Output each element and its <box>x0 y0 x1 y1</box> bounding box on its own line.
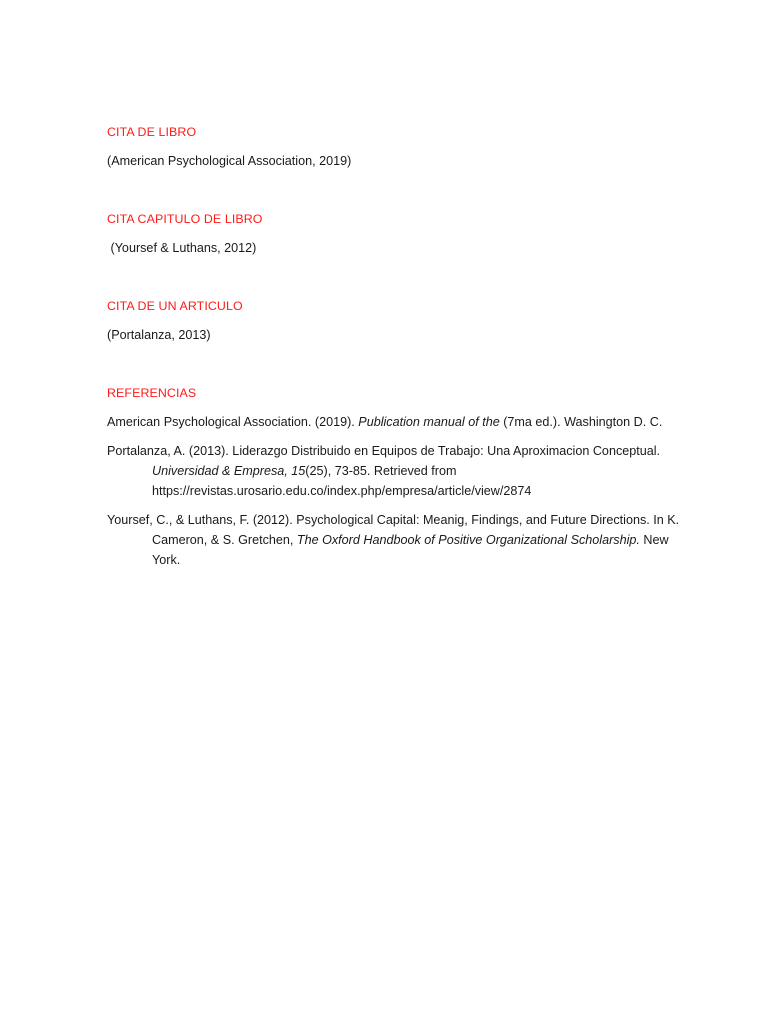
citation-book-chapter: (Yoursef & Luthans, 2012) <box>107 241 257 255</box>
reference-title-italic: Publication manual of the <box>358 415 500 429</box>
reference-text: American Psychological Association. (2019). <box>107 415 359 429</box>
reference-text: Portalanza, A. (2013). Liderazgo Distribuido en Equipos de Trabajo: Una Aproximacion Conceptual. <box>107 444 661 458</box>
reference-text: (25), 73-85. Retrieved from https://revistas.urosario.edu.co/index.php/empresa/article/view/2874 <box>152 464 532 498</box>
citation-article: (Portalanza, 2013) <box>107 328 211 342</box>
reference-entry <box>107 441 687 501</box>
section-heading-book-chapter: CITA CAPITULO DE LIBRO <box>107 212 263 226</box>
citation-book: (American Psychological Association, 2019) <box>107 154 352 168</box>
reference-entry <box>107 510 687 570</box>
references-heading: REFERENCIAS <box>107 386 197 400</box>
reference-entry <box>107 412 687 432</box>
document-content <box>107 122 687 579</box>
reference-text: (7ma ed.). Washington D. C. <box>499 415 663 429</box>
reference-title-italic: Universidad & Empresa, 15 <box>152 464 306 478</box>
section-heading-book: CITA DE LIBRO <box>107 125 197 139</box>
reference-title-italic: The Oxford Handbook of Positive Organizational Scholarship. <box>296 533 640 547</box>
section-heading-article: CITA DE UN ARTICULO <box>107 299 243 313</box>
reference-text: Yoursef, C., & Luthans, F. (2012). Psychological Capital: Meanig, Findings, and Future Directions. In K. Cameron, & S. Gretchen, <box>107 513 680 547</box>
reference-text: New York. <box>152 533 669 567</box>
